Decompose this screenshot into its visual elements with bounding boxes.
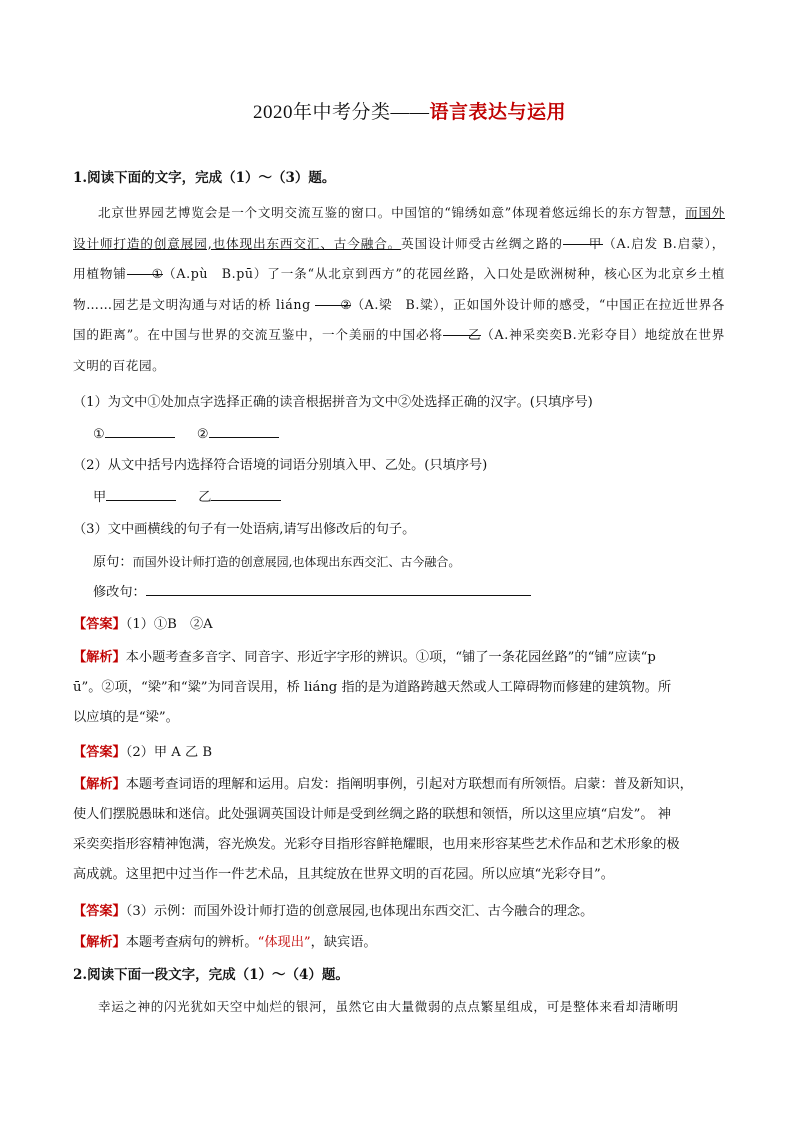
passage-line: （A.启发: [602, 235, 659, 251]
sub-question-1-fill: [73, 420, 745, 450]
analysis-text: 高成就。这里把中过当作一件艺术品，且其绽放在世界文明的百花园。所以应填“光彩夺目”。: [73, 867, 614, 882]
revise-label: 修改句：: [93, 585, 146, 600]
passage-line: （A.梁 B.粱），正如国外设计师的感受，: [351, 296, 599, 312]
blank-1: ①: [127, 259, 163, 275]
page-title: [253, 97, 653, 124]
answer-blank[interactable]: [106, 485, 176, 501]
passage-line: 区为北京乡土植物……园艺是文明沟通与对话的桥 liáng: [73, 266, 725, 312]
answer-blank[interactable]: [209, 422, 279, 438]
passage-line: （A.pù B.pū）了一条“从北京到西方”的花园丝路，入口处是欧洲树种，核心: [162, 266, 632, 281]
analysis-text: 本题考查词语的理解和运用。启发：指阐明事例，引起对方联想而有所领悟。启蒙：普及新知识，: [125, 777, 693, 792]
sub-question-2-fill: [73, 483, 745, 513]
answer-tag: 【答案】: [73, 745, 126, 760]
analysis-text: 以应填的是“梁”。: [73, 710, 179, 725]
passage-line: （A.神采奕奕: [480, 327, 563, 342]
question-2-heading: 2.阅读下面一段文字，完成（1）～（4）题。: [73, 967, 349, 983]
underlined-sentence: 而国外设计师打造的创意展园,也体现出东西交汇、古今融合。: [73, 205, 725, 251]
analysis-text: ū”。②项，“梁”和“粱”为同音误用，桥 liáng 指的是为道路跨越天然或人工障碍物而修建的建筑物。所: [73, 680, 672, 695]
analysis-2: [73, 770, 725, 890]
analysis-text: 本小题考查多音字、同音字、形近字字形的辨识。①项，“铺了一条花园丝路”的“铺”应读“p: [125, 650, 656, 665]
analysis-text: ，缺宾语。: [310, 935, 377, 950]
passage-line: 北京世界园艺博览会是一个文明交流互鉴的窗口。中国馆的“锦绣如意”体现着悠远绵长的东方智慧，: [98, 205, 686, 220]
passage-line: B.光彩夺目）地绽放在世界文明的百花园。: [73, 327, 725, 373]
answer-blank[interactable]: [211, 485, 281, 501]
passage-line: 英国设计师受古丝绸之路的: [401, 235, 563, 251]
analysis-1: [73, 643, 725, 733]
sub-question-3: （3）文中画横线的句子有一处语病,请写出修改后的句子。: [73, 522, 416, 537]
fill-label: ①: [93, 427, 105, 442]
answer-3: [73, 897, 725, 927]
answer-tag: 【答案】: [73, 617, 126, 632]
fill-label: 甲: [93, 490, 107, 505]
blank-2: ②: [315, 290, 351, 306]
analysis-tag: 【解析】: [73, 935, 126, 950]
passage-line: “中国正在拉近世界各国的距离”。在中国与世界的交流互鉴中，一个美丽的中国必将: [73, 296, 725, 342]
answer-text: （3）示例：而国外设计师打造的创意展园,也体现出东西交汇、古今融合的理念。: [125, 904, 594, 919]
revise-blank[interactable]: [146, 580, 531, 596]
answer-2: [73, 738, 725, 768]
answer-text: （2）甲 A 乙 B: [125, 745, 213, 760]
answer-blank[interactable]: [105, 422, 175, 438]
sub-question-1: （1）为文中①处加点字选择正确的读音根据拼音为文中②处选择正确的汉字。(只填序号): [73, 395, 593, 410]
analysis-tag: 【解析】: [73, 777, 126, 792]
revised-sentence: [73, 578, 745, 608]
answer-tag: 【答案】: [73, 904, 126, 919]
fill-label: ②: [196, 427, 209, 442]
blank-jia: 甲: [563, 229, 603, 245]
question-2-passage: 幸运之神的闪光犹如天空中灿烂的银河，虽然它由大量微弱的点点繁星组成，可是整体来看却清晰明: [98, 999, 679, 1014]
blank-yi: 乙: [443, 320, 481, 336]
analysis-3: [73, 928, 725, 958]
passage-line: B.启蒙），用植物铺: [73, 235, 725, 281]
original-label: 原句：: [93, 555, 133, 570]
original-sentence: [73, 547, 745, 578]
sub-question-2: （2）从文中括号内选择符合语境的词语分别填入甲、乙处。(只填序号): [73, 458, 488, 473]
fill-label: 乙: [198, 490, 212, 505]
analysis-highlight: “体现出”: [257, 935, 311, 950]
answer-text: （1）①B ②A: [125, 617, 213, 632]
analysis-tag: 【解析】: [73, 650, 126, 665]
answer-1: [73, 610, 725, 640]
question-1-passage: [73, 198, 725, 381]
original-text: 而国外设计师打造的创意展园,也体现出东西交汇、古今融合。: [132, 555, 461, 569]
title-prefix: 2020年中考分类——: [253, 102, 430, 123]
question-1-heading: 1.阅读下面的文字，完成（1）～（3）题。: [73, 170, 336, 186]
analysis-text: 本题考查病句的辨析。: [125, 935, 258, 950]
analysis-text: 使人们摆脱愚昧和迷信。此处强调英国设计师是受到丝绸之路的联想和领悟，所以这里应填“启发”。 神: [73, 807, 671, 822]
analysis-text: 采奕奕指形容精神饱满，容光焕发。光彩夺目指形容鲜艳耀眼，也用来形容某些艺术作品和艺术形象的极: [73, 837, 680, 852]
title-highlight: 语言表达与运用: [429, 102, 567, 123]
